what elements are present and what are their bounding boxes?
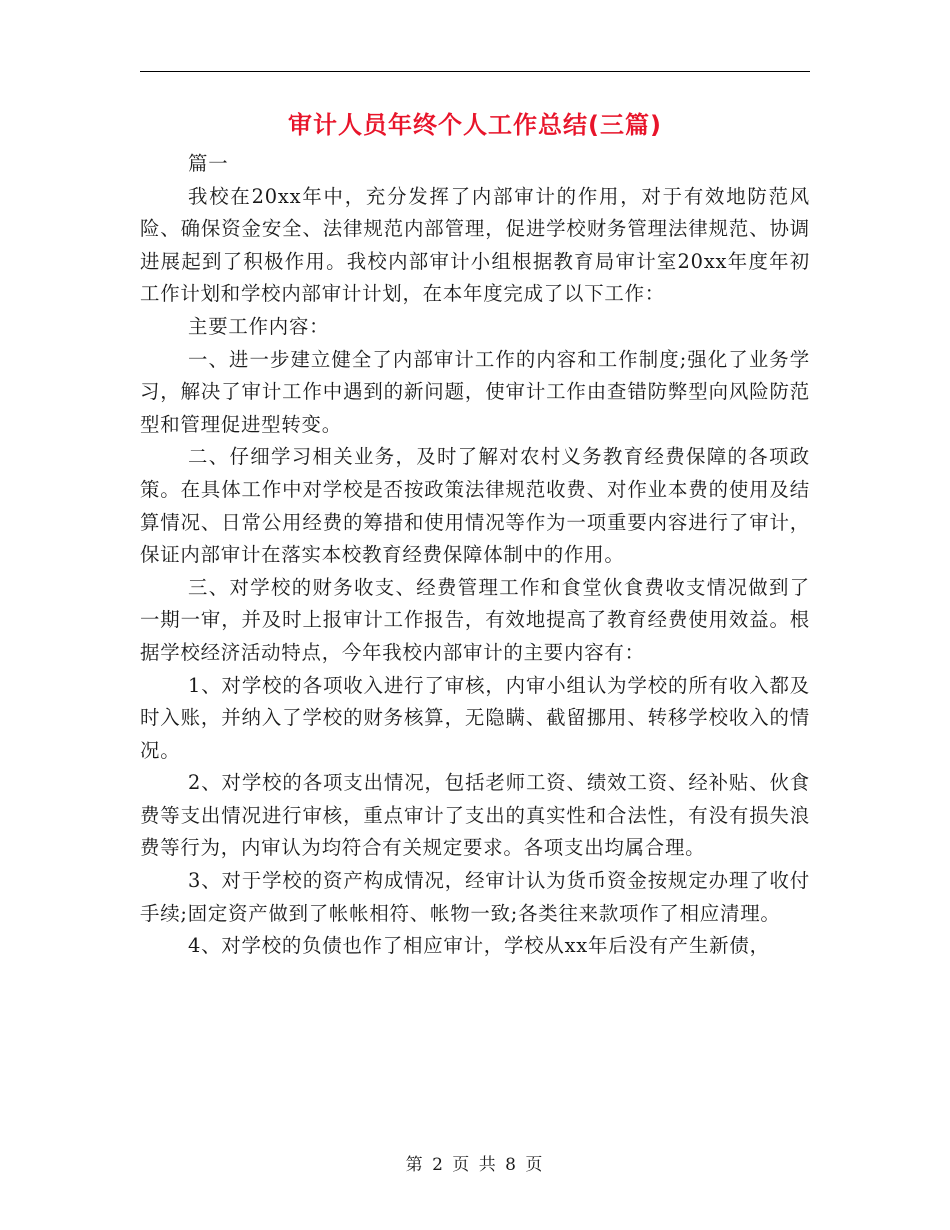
- header-rule: [140, 71, 810, 72]
- paragraph-item-1: 一、进一步建立健全了内部审计工作的内容和工作制度;强化了业务学习，解决了审计工作中遇到的新问题，使审计工作由查错防弊型向风险防范型和管理促进型转变。: [140, 347, 810, 436]
- sub-item-2: 2、对学校的各项支出情况，包括老师工资、绩效工资、经补贴、伙食费等支出情况进行审核，重点审计了支出的真实性和合法性，有没有损失浪费等行为，内审认为均符合有关规定要求。各项支出均属合理。: [140, 771, 810, 860]
- document-title: 审计人员年终个人工作总结(三篇): [288, 111, 662, 139]
- work-content-heading: 主要工作内容：: [188, 314, 330, 338]
- document-body: [140, 148, 810, 963]
- paragraph-item-3: 三、对学校的财务收支、经费管理工作和食堂伙食费收支情况做到了一期一审，并及时上报审计工作报告，有效地提高了教育经费使用效益。根据学校经济活动特点，今年我校内部审计的主要内容有：: [140, 575, 810, 664]
- intro-paragraph: 我校在20xx年中，充分发挥了内部审计的作用，对于有效地防范风险、确保资金安全、法律规范内部管理，促进学校财务管理法律规范、协调进展起到了积极作用。我校内部审计小组根据教育局审计室20xx年度年初工作计划和学校内部审计计划，在本年度完成了以下工作：: [140, 184, 810, 306]
- paragraph-item-2: 二、仔细学习相关业务，及时了解对农村义务教育经费保障的各项政策。在具体工作中对学校是否按政策法律规范收费、对作业本费的使用及结算情况、日常公用经费的筹措和使用情况等作为一项重要内容进行了审计，保证内部审计在落实本校教育经费保障体制中的作用。: [140, 445, 810, 567]
- sub-item-4: 4、对学校的负债也作了相应审计，学校从xx年后没有产生新债，: [188, 934, 770, 958]
- page-number: 第 2 页 共 8 页: [405, 1155, 545, 1175]
- section-heading: 篇一: [188, 152, 229, 175]
- sub-item-3: 3、对于学校的资产构成情况，经审计认为货币资金按规定办理了收付手续;固定资产做到了帐帐相符、帐物一致;各类往来款项作了相应清理。: [140, 869, 810, 925]
- sub-item-1: 1、对学校的各项收入进行了审核，内审小组认为学校的所有收入都及时入账，并纳入了学校的财务核算，无隐瞒、截留挪用、转移学校收入的情况。: [140, 673, 810, 762]
